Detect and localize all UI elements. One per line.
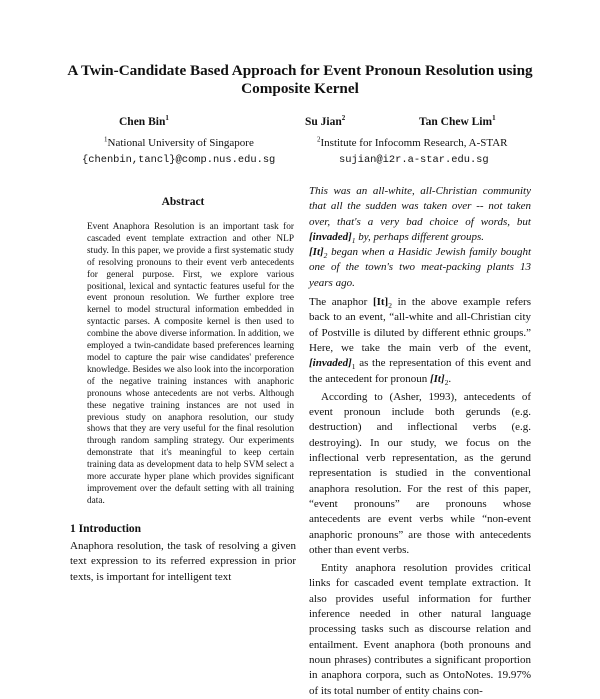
affiliation-i2r <box>317 137 508 149</box>
affiliation-name: National University of Singapore <box>107 137 254 149</box>
example-sentence-1 <box>309 184 531 245</box>
abstract-heading: Abstract <box>161 196 205 208</box>
affiliation-nus <box>104 137 254 149</box>
body-text: . <box>448 372 452 385</box>
body-text: in the above example refers back to an event, “all-white and all-Christian city of Postville is diluted by different ethnic groups.” Here, we take the main verb of the event, <box>309 296 532 354</box>
author-tan-chew-lim <box>419 116 496 128</box>
body-text: The anaphor <box>309 296 373 309</box>
subscript: 1 <box>351 236 356 246</box>
subscript: 2 <box>444 377 449 387</box>
email-i2r: sujian@i2r.a-star.edu.sg <box>339 154 489 166</box>
body-paragraph-3: Entity anaphora resolution provides critical links for cascaded event template extraction. It also provides useful information for further inference needed in other natural language processing tasks such as discourse relation and entailment. Event anaphora (both pronouns and noun phrases) contributes a significant proportion in anaphora corpora, such as OntoNotes. 19.97% of its total number of entity chains con- <box>309 562 531 697</box>
anaphor-invaded: [invaded] <box>309 230 352 243</box>
email-nus: {chenbin,tancl}@comp.nus.edu.sg <box>82 154 276 166</box>
abstract-text: Event Anaphora Resolution is an important task for cascaded event template extraction and other NLP study. In this paper, we provide a first systematic study of resolving pronouns to their event verb antecedents for general purpose. First, we explore various positional, lexical and syntactic features useful for the event pronoun resolution. We further explore tree kernel to model structural information embedded in syntactic parses. A composite kernel is then used to combine the above diverse information. In addition, we employed a twin-candidate based preferences learning model to capture the pair wise candidates' preference knowledge. Besides we also look into the incorporation of the negative training instances with anaphoric pronouns whose antecedents are not verbs. Although these negative training instances are not used in previous study on anaphora resolution, our study shows that they are very useful for the final resolution through random sampling strategy. Our experiments demonstrate that it's meaningful to keep certain training data as development data to help SVM select a more accurate hyper plane which provides significant improvement over the default setting with all training data. <box>87 222 294 506</box>
author-chen-bin <box>119 116 169 128</box>
left-column <box>70 196 296 586</box>
body-paragraph-2: According to (Asher, 1993), antecedents of event pronoun include both gerunds (e.g. destruction) and inflectional verbs (e.g. destroying). In our study, we focus on the inflectional verb representation, as the gerund representation is studied in the conventional anaphora resolution. For the rest of this paper, “event pronouns” are pronouns whose antecedents are event verbs while “non-event anaphoric pronouns” are those with antecedents other than event verbs. <box>309 390 531 556</box>
author-name: Tan Chew Lim <box>419 116 493 128</box>
anaphor-it: [It] <box>309 246 324 259</box>
introduction-text: Anaphora resolution, the task of resolving a given text expression to its referred expression in prior texts, is important for intelligent text <box>70 539 296 583</box>
example-text: by, perhaps different groups. <box>355 230 485 243</box>
example-text: This was an all-white, all-Christian community that all the sudden was taken over -- not taken over, that's a very bad choice of words, but <box>309 185 531 228</box>
introduction-heading: 1 Introduction <box>70 522 142 535</box>
author-su-jian <box>305 116 345 128</box>
author-sup: 1 <box>492 114 496 123</box>
example-sentence-2 <box>309 245 531 291</box>
affiliation-sup: 1 <box>104 135 108 144</box>
author-name: Chen Bin <box>119 116 166 128</box>
anaphor-it: [It] <box>372 296 389 309</box>
subscript: 2 <box>323 251 328 261</box>
anaphor-it: [It] <box>429 372 445 385</box>
body-paragraph-1 <box>309 295 531 387</box>
author-sup: 2 <box>341 114 346 123</box>
affiliation-name: Institute for Infocomm Research, A-STAR <box>320 137 508 149</box>
body-text: as the representation of this event and the antecedent for pronoun <box>309 357 531 385</box>
right-column <box>309 184 531 699</box>
example-text: began when a Hasidic Jewish family bought one of the town's two meat-packing plants 13 years ago. <box>309 246 531 289</box>
anaphor-invaded: [invaded] <box>309 357 352 370</box>
affiliation-sup: 2 <box>317 135 321 144</box>
subscript: 2 <box>388 301 392 311</box>
author-sup: 1 <box>165 114 169 123</box>
subscript: 1 <box>351 362 356 372</box>
paper-title: A Twin-Candidate Based Approach for Event Pronoun Resolution using Composite Kernel <box>67 62 533 97</box>
author-name: Su Jian <box>305 116 342 128</box>
